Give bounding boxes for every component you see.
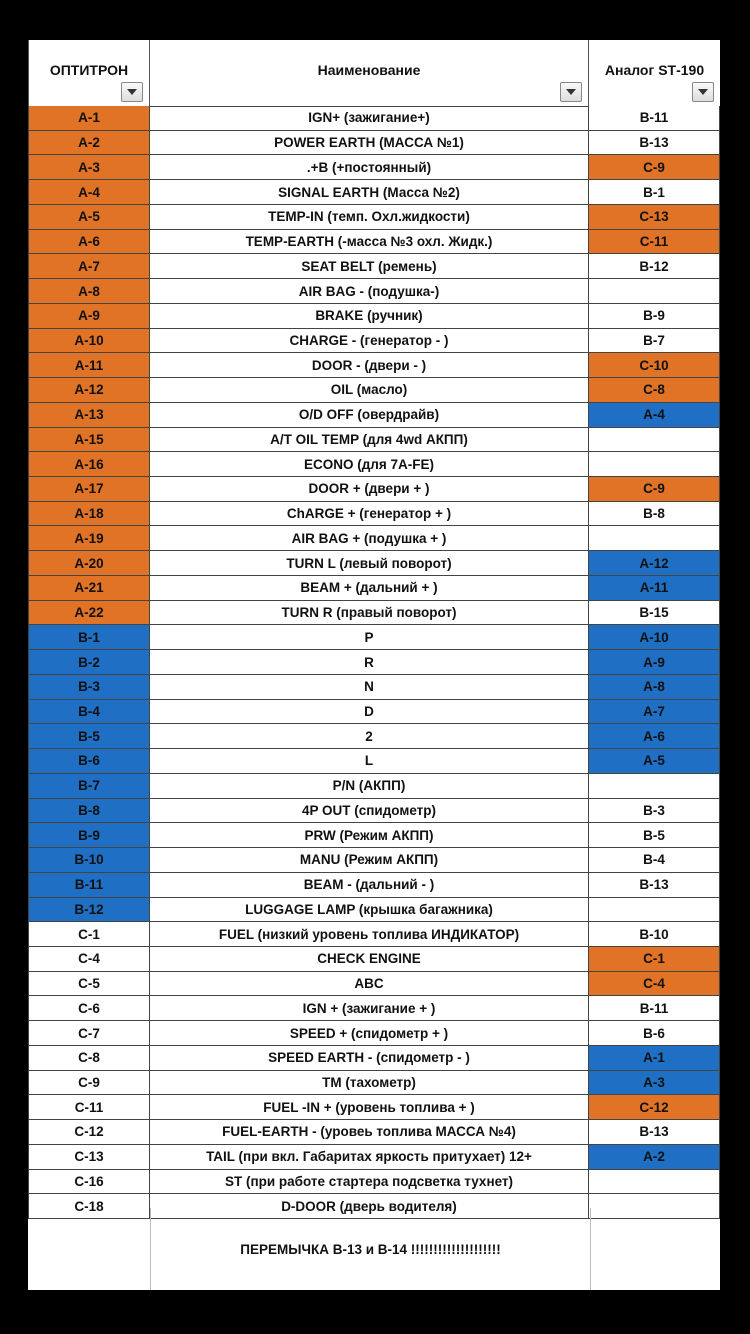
header-optitron[interactable] [28,40,150,106]
cell-analog-pin[interactable]: B-12 [589,254,720,278]
table-row [28,551,720,576]
cell-analog-pin[interactable]: B-15 [589,601,720,625]
cell-analog-pin[interactable] [589,774,720,798]
cell-optitron-pin[interactable]: A-18 [28,502,150,526]
table-row [28,922,720,947]
cell-optitron-pin[interactable]: C-11 [28,1095,150,1119]
cell-name[interactable]: O/D OFF (овердрайв) [150,403,589,427]
cell-optitron-pin[interactable]: A-20 [28,551,150,575]
table-row [28,1046,720,1071]
cell-name[interactable]: IGN+ (зажигание+) [150,106,589,130]
cell-optitron-pin[interactable]: A-1 [28,106,150,130]
table-body [28,106,720,1219]
cell-name[interactable]: TAIL (при вкл. Габаритах яркость притухает) 12+ [150,1145,589,1169]
cell-optitron-pin[interactable]: B-6 [28,749,150,773]
table-row [28,378,720,403]
table-row [28,1170,720,1195]
table-row [28,625,720,650]
cell-name[interactable]: SIGNAL EARTH (Масса №2) [150,180,589,204]
table-row [28,1145,720,1170]
cell-name[interactable]: SPEED + (спидометр + ) [150,1021,589,1045]
table-row [28,799,720,824]
cell-optitron-pin[interactable]: A-9 [28,304,150,328]
cell-analog-pin[interactable]: A-6 [589,724,720,748]
table-row [28,873,720,898]
cell-optitron-pin[interactable]: C-1 [28,922,150,946]
cell-analog-pin[interactable]: C-13 [589,205,720,229]
table-row [28,576,720,601]
cell-analog-pin[interactable]: A-8 [589,675,720,699]
cell-analog-pin[interactable]: B-9 [589,304,720,328]
cell-optitron-pin[interactable]: A-10 [28,329,150,353]
footer-row [28,1208,720,1290]
cell-name[interactable]: R [150,650,589,674]
cell-analog-pin[interactable]: B-13 [589,873,720,897]
cell-analog-pin[interactable]: A-1 [589,1046,720,1070]
cell-optitron-pin[interactable]: B-7 [28,774,150,798]
cell-optitron-pin[interactable]: A-4 [28,180,150,204]
table-row [28,428,720,453]
filter-dropdown-icon[interactable] [692,82,714,102]
cell-name[interactable]: P [150,625,589,649]
cell-name[interactable]: D [150,700,589,724]
cell-optitron-pin[interactable]: B-12 [28,898,150,922]
cell-analog-pin[interactable]: B-10 [589,922,720,946]
cell-optitron-pin[interactable]: A-5 [28,205,150,229]
table-row [28,353,720,378]
header-name[interactable] [150,40,589,106]
cell-analog-pin[interactable]: A-9 [589,650,720,674]
cell-optitron-pin[interactable]: A-13 [28,403,150,427]
cell-optitron-pin[interactable]: A-16 [28,452,150,476]
cell-analog-pin[interactable]: C-10 [589,353,720,377]
cell-analog-pin[interactable]: B-11 [589,106,720,130]
cell-name[interactable]: FUEL -IN + (уровень топлива + ) [150,1095,589,1119]
cell-name[interactable]: L [150,749,589,773]
cell-optitron-pin[interactable]: A-15 [28,428,150,452]
cell-name[interactable]: TEMP-EARTH (-масса №3 охл. Жидк.) [150,230,589,254]
cell-analog-pin[interactable]: C-9 [589,477,720,501]
cell-analog-pin[interactable] [589,428,720,452]
cell-optitron-pin[interactable]: A-21 [28,576,150,600]
cell-analog-pin[interactable]: C-12 [589,1095,720,1119]
cell-analog-pin[interactable] [589,452,720,476]
cell-name[interactable]: SPEED EARTH - (спидометр - ) [150,1046,589,1070]
table-row [28,724,720,749]
header-analog-label: Аналог SТ-190 [604,62,705,78]
table-row [28,898,720,923]
cell-analog-pin[interactable]: B-4 [589,848,720,872]
cell-name[interactable]: 2 [150,724,589,748]
cell-optitron-pin[interactable]: C-6 [28,996,150,1020]
cell-name[interactable]: TM (тахометр) [150,1071,589,1095]
header-analog[interactable] [589,40,720,106]
table-row [28,749,720,774]
table-row [28,304,720,329]
cell-analog-pin[interactable]: B-3 [589,799,720,823]
table-row [28,823,720,848]
cell-optitron-pin[interactable]: C-12 [28,1120,150,1144]
cell-analog-pin[interactable]: A-12 [589,551,720,575]
footer-empty-cell[interactable] [28,1208,151,1290]
table-row [28,230,720,255]
cell-name[interactable]: P/N (АКПП) [150,774,589,798]
cell-optitron-pin[interactable]: A-3 [28,155,150,179]
cell-name[interactable]: TEMP-IN (темп. Охл.жидкости) [150,205,589,229]
cell-name[interactable]: LUGGAGE LAMP (крышка багажника) [150,898,589,922]
header-optitron-label: ОПТИТРОН [49,62,129,78]
cell-name[interactable]: CHECK ENGINE [150,947,589,971]
cell-optitron-pin[interactable]: A-2 [28,131,150,155]
cell-optitron-pin[interactable]: C-16 [28,1170,150,1194]
cell-name[interactable]: DOOR + (двери + ) [150,477,589,501]
cell-name[interactable]: CHARGE - (генератор - ) [150,329,589,353]
cell-optitron-pin[interactable]: A-6 [28,230,150,254]
table-row [28,106,720,131]
filter-dropdown-icon[interactable] [121,82,143,102]
cell-optitron-pin[interactable]: A-22 [28,601,150,625]
cell-name[interactable]: OIL (масло) [150,378,589,402]
footer-note[interactable]: ПЕРЕМЫЧКА B-13 и B-14 !!!!!!!!!!!!!!!!!!!! [151,1208,591,1290]
table-row [28,131,720,156]
cell-name[interactable]: ChARGE + (генератор + ) [150,502,589,526]
cell-optitron-pin[interactable]: B-10 [28,848,150,872]
cell-analog-pin[interactable]: A-10 [589,625,720,649]
cell-analog-pin[interactable]: C-1 [589,947,720,971]
cell-name[interactable]: MANU (Режим АКПП) [150,848,589,872]
cell-analog-pin[interactable]: A-4 [589,403,720,427]
table-row [28,972,720,997]
cell-name[interactable]: ABC [150,972,589,996]
cell-optitron-pin[interactable]: A-12 [28,378,150,402]
cell-analog-pin[interactable]: A-3 [589,1071,720,1095]
cell-analog-pin[interactable]: A-11 [589,576,720,600]
cell-analog-pin[interactable]: C-11 [589,230,720,254]
cell-optitron-pin[interactable]: B-8 [28,799,150,823]
cell-analog-pin[interactable]: C-8 [589,378,720,402]
cell-analog-pin[interactable]: B-1 [589,180,720,204]
cell-optitron-pin[interactable]: B-11 [28,873,150,897]
cell-name[interactable]: AIR BAG + (подушка + ) [150,526,589,550]
cell-optitron-pin[interactable]: C-18 [28,1194,150,1218]
cell-name[interactable]: N [150,675,589,699]
cell-analog-pin[interactable] [589,1170,720,1194]
table-row [28,1120,720,1145]
table-row [28,848,720,873]
cell-optitron-pin[interactable]: A-8 [28,279,150,303]
header-row [28,40,720,107]
cell-analog-pin[interactable]: A-2 [589,1145,720,1169]
cell-optitron-pin[interactable]: A-19 [28,526,150,550]
cell-analog-pin[interactable] [589,898,720,922]
cell-analog-pin[interactable]: B-11 [589,996,720,1020]
cell-name[interactable]: TURN R (правый поворот) [150,601,589,625]
cell-analog-pin[interactable] [589,279,720,303]
table-row [28,502,720,527]
cell-optitron-pin[interactable]: A-11 [28,353,150,377]
table-row [28,1021,720,1046]
cell-optitron-pin[interactable]: B-4 [28,700,150,724]
cell-optitron-pin[interactable]: A-17 [28,477,150,501]
cell-name[interactable]: PRW (Режим АКПП) [150,823,589,847]
cell-optitron-pin[interactable]: C-7 [28,1021,150,1045]
cell-optitron-pin[interactable]: B-5 [28,724,150,748]
cell-name[interactable]: DOOR - (двери - ) [150,353,589,377]
table-row [28,526,720,551]
cell-optitron-pin[interactable]: C-13 [28,1145,150,1169]
cell-analog-pin[interactable]: B-13 [589,131,720,155]
cell-analog-pin[interactable]: C-9 [589,155,720,179]
table-row [28,774,720,799]
cell-name[interactable]: AIR BAG - (подушка-) [150,279,589,303]
cell-name[interactable]: D-DOOR (дверь водителя) [150,1194,589,1218]
cell-name[interactable]: FUEL-EARTH - (уровеь топлива МАССА №4) [150,1120,589,1144]
cell-name[interactable]: BEAM - (дальний - ) [150,873,589,897]
cell-name[interactable]: POWER EARTH (МАССА №1) [150,131,589,155]
cell-analog-pin[interactable]: A-5 [589,749,720,773]
cell-optitron-pin[interactable]: C-8 [28,1046,150,1070]
table-row [28,254,720,279]
table-row [28,601,720,626]
cell-optitron-pin[interactable]: B-3 [28,675,150,699]
table-row [28,650,720,675]
cell-name[interactable]: TURN L (левый поворот) [150,551,589,575]
cell-name[interactable]: BEAM + (дальний + ) [150,576,589,600]
table-row [28,329,720,354]
filter-dropdown-icon[interactable] [560,82,582,102]
cell-name[interactable]: SEAT BELT (ремень) [150,254,589,278]
cell-analog-pin[interactable]: B-13 [589,1120,720,1144]
cell-analog-pin[interactable] [589,526,720,550]
cell-optitron-pin[interactable]: B-1 [28,625,150,649]
cell-optitron-pin[interactable]: B-2 [28,650,150,674]
cell-name[interactable]: ECONO (для 7A-FE) [150,452,589,476]
table-row [28,452,720,477]
cell-name[interactable]: IGN + (зажигание + ) [150,996,589,1020]
cell-optitron-pin[interactable]: C-5 [28,972,150,996]
spreadsheet [28,40,720,1290]
table-row [28,947,720,972]
table-row [28,1095,720,1120]
cell-name[interactable]: ST (при работе стартера подсветка тухнет) [150,1170,589,1194]
table-row [28,477,720,502]
cell-analog-pin[interactable]: B-7 [589,329,720,353]
header-name-label: Наименование [317,62,421,78]
cell-name[interactable]: FUEL (низкий уровень топлива ИНДИКАТОР) [150,922,589,946]
table-row [28,700,720,725]
cell-optitron-pin[interactable]: A-7 [28,254,150,278]
cell-name[interactable]: A/T OIL TEMP (для 4wd АКПП) [150,428,589,452]
cell-analog-pin[interactable]: B-5 [589,823,720,847]
cell-name[interactable]: 4P OUT (спидометр) [150,799,589,823]
table-row [28,155,720,180]
cell-analog-pin[interactable]: B-6 [589,1021,720,1045]
table-row [28,675,720,700]
cell-analog-pin[interactable]: A-7 [589,700,720,724]
table-row [28,180,720,205]
cell-optitron-pin[interactable]: C-9 [28,1071,150,1095]
cell-analog-pin[interactable]: B-8 [589,502,720,526]
table-row [28,279,720,304]
cell-name[interactable]: BRAKE (ручник) [150,304,589,328]
table-row [28,1071,720,1096]
table-row [28,996,720,1021]
cell-analog-pin[interactable]: C-4 [589,972,720,996]
table-row [28,205,720,230]
table-row [28,403,720,428]
cell-name[interactable]: .+B (+постоянный) [150,155,589,179]
cell-optitron-pin[interactable]: C-4 [28,947,150,971]
cell-optitron-pin[interactable]: B-9 [28,823,150,847]
